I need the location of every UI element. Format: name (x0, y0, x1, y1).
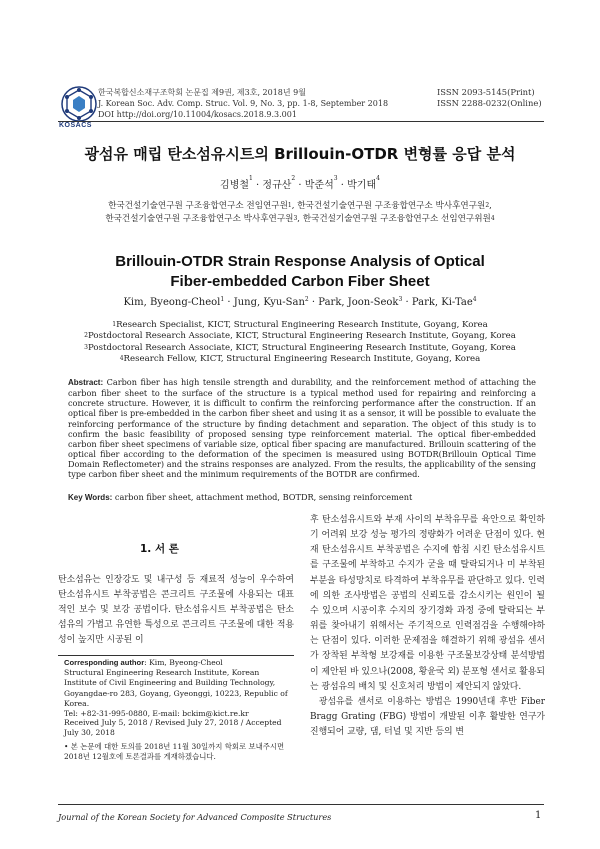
aff-en-2: Postdoctoral Research Associate, KICT, Structural Engineering Research Institute, Goyang, Korea (87, 331, 516, 342)
author-ko-4: 박기태 (347, 180, 377, 191)
section-heading-intro: 1. 서 론 (140, 543, 179, 555)
author-sep: · (252, 180, 263, 191)
author-sep: · (337, 180, 348, 191)
author-ko-3: 박준석 (304, 180, 334, 191)
title-en-line1: Brillouin-OTDR Strain Response Analysis of Optical (115, 253, 485, 270)
journal-name-en: J. Korean Soc. Adv. Comp. Struc. Vol. 9, No. 3, pp. 1-8, September 2018 (98, 99, 389, 108)
corr-label: Corresponding author (64, 658, 145, 667)
author-ko-2: 정규산 (262, 180, 292, 191)
abstract-text: Carbon fiber has high tensile strength and durability, and the reinforcement method of attaching the carbon fiber sheet to the surface of the structure is a typical method used for repairing and reinforcing a concrete structure. However, it is difficult to confirm the reinforcing performance after the construction. If an optical fiber is pre-embedded in the carbon fiber sheet and using it as a sensor, it will be possible to evaluate the reinforcing performance of the structure by finding detachment and separation. The object of this study is to confirm the basic feasibility of proposed sensing type reinforcement material. The optical fiber-embedded carbon fiber sheet specimens of variable size, optical fiber spacing are manufactured. Brillouin scattering of the optical fiber according to the deformation of the specimen is measured using BOTDR(Brillouin Optical Time Domain Reflectometer) and the strains responses are analyzed. From the results, the applicability of the sensing type carbon fiber sheet and the minimum requirements of the BOTDR are confirmed. (68, 377, 536, 480)
abstract-label: Abstract: (68, 378, 104, 387)
body-text-right (310, 513, 545, 740)
aff-ko-1: 한국건설기술연구원 구조융합연구소 전임연구원 (108, 201, 288, 211)
aff-ko-4: , 한국건설기술연구원 구조융합연구소 선임연구위원 (297, 214, 491, 224)
discussion-note: • 본 논문에 대한 토의를 2018년 11월 30일까지 학회로 보내주시면 2018년 12월호에 토론결과를 게재하겠습니다. (64, 742, 285, 761)
body-text-left: 탄소섬유는 인장강도 및 내구성 등 재료적 성능이 우수하여 탄소섬유시트 부착공법은 콘크리트 구조물에 사용되는 대표적인 보수 및 보강 공법이다. 탄소섬유시트 부착공법은 탄소섬유의 가볍고 유연한 특성으로 콘크리트 구조물에 대한 적용성이 높지만 시공된 이 (58, 575, 294, 646)
aff-en-1: Research Specialist, KICT, Structural Engineering Research Institute, Goyang, Korea (116, 320, 488, 330)
authors-korean (0, 176, 600, 191)
page-number: 1 (535, 810, 542, 821)
affiliations-korean: 한국건설기술연구원 구조융합연구소 전임연구원$^1$, 한국건설기술연구원 구조융합연구소 박사후연구원$^2$, 한국건설기술연구원 구조융합연구소 박사후연구원$^3$, 한국건설기술연구원 구조융합연구소 선임연구위원$^4$ (105, 201, 495, 224)
corr-name: : Kim, Byeong-Cheol (144, 658, 223, 667)
keywords-text: carbon fiber sheet, attachment method, BOTDR, sensing reinforcement (114, 492, 413, 502)
aff-ko-2: , 한국건설기술연구원 구조융합연구소 박사후연구원 (291, 201, 486, 211)
author-ko-1: 김병철 (220, 180, 250, 191)
authors-english: Kim, Byeong-Cheol$^1$ · Jung, Kyu-San$^2$ · Park, Joon-Seok$^3$ · Park, Ki-Tae$^4$ (123, 296, 477, 308)
issn-print: ISSN 2093-5145(Print) (437, 87, 535, 97)
logo-text: KOSACS (59, 122, 92, 129)
received-dates: Received July 5, 2018 / Revised July 27, 2018 / Accepted July 30, 2018 (64, 718, 282, 738)
keywords (68, 492, 538, 502)
aff-en-4: Research Fellow, KICT, Structural Engineering Research Institute, Goyang, Korea (123, 354, 481, 365)
author-ko-4-sup: 4 (376, 175, 380, 182)
author-sep: · (295, 180, 305, 191)
author-en-1: Kim, Byeong-Cheol (123, 297, 221, 308)
affiliations-english: $^1$Research Specialist, KICT, Structural Engineering Research Institute, Goyang, Korea $^2$Postdoctoral Research Associate, KICT, Structural Engineering Research Institute, Goyang, Korea $^3$Postdoctoral Research Associate, KICT, Structural Engineering Research Institute, Goyang, Korea $^4$Research Fellow, KICT, Structural Engineering Research Institute, Goyang, Korea (84, 320, 516, 365)
doi-link[interactable]: DOI http://doi.org/10.11004/kosacs.2018.9.3.001 (98, 110, 297, 119)
kosacs-logo-icon (58, 84, 100, 124)
body-paragraph-1: 후 탄소섬유시트와 부재 사이의 부착유무를 육안으로 확인하기 어려워 보강 성능 평가의 정량화가 어려운 단점이 있다. 현재 탄소섬유시트 부착공법은 수지에 함침 시킨 탄소섬유시트를 구조물에 부착하고 수지가 굳을 때 탈락되거나 미 부착된 부분을 타성망치로 타격하여 부착유무를 판단하고 있다. 인력에 의한 조사방법은 공법의 신뢰도를 감소시키는 원인이 될 수 있으며 시공이후 수지의 장기경화 과정 중에 탈락되는 부위를 찾아내기 위해서는 주기적으로 인력점검을 수행해야하는 단점이 있다. 이러한 문제점을 해결하기 위해 광섬유 센서가 장착된 부착형 보강재를 이용한 구조물보강상태 분석방법이 제안된 바 있으나(2008, 황윤국 외) 분포형 센서로 활용되는 광섬유의 배치 및 신호처리 방법이 제안되지 않았다. (310, 515, 545, 692)
footer-journal: Journal of the Korean Society for Advanced Composite Structures (58, 812, 332, 822)
title-english (0, 252, 600, 292)
issn-online: ISSN 2288-0232(Online) (437, 98, 542, 108)
author-en-2: Jung, Kyu-San (233, 297, 305, 308)
corresponding-author (64, 658, 294, 719)
author-ko-2-sup: 2 (291, 175, 296, 182)
corr-contact: Tel: +82-31-995-0880, E-mail: bckim@kict.re.kr (64, 709, 249, 719)
abstract (68, 377, 536, 480)
footer-rule (58, 804, 544, 805)
author-ko-1-sup: 1 (249, 175, 253, 182)
footnote-rule (58, 655, 294, 656)
aff-ko-3: 한국건설기술연구원 구조융합연구소 박사후연구원 (105, 214, 294, 224)
aff-en-3: Postdoctoral Research Associate, KICT, Structural Engineering Research Institute, Goyang, Korea (87, 342, 516, 353)
body-paragraph-2: 광섬유를 센서로 이용하는 방법은 1990년대 후반 Fiber Bragg Grating (FBG) 방법이 개발된 이후 활발한 연구가 진행되어 교량, 댐, 터널 및 지반 등의 변 (310, 696, 545, 738)
author-en-3: Park, Joon-Seok (318, 297, 399, 308)
keywords-label: Key Words: (68, 493, 113, 502)
author-en-4: Park, Ki-Tae (411, 297, 473, 308)
issn-block (437, 87, 542, 109)
title-en-line2: Fiber-embedded Carbon Fiber Sheet (170, 273, 430, 290)
journal-header (98, 87, 388, 120)
title-korean: 광섬유 매립 탄소섬유시트의 Brillouin-OTDR 변형률 응답 분석 (84, 145, 516, 163)
journal-name-ko: 한국복합신소재구조학회 논문집 제9권, 제3호, 2018년 9월 (98, 88, 306, 97)
header-rule (58, 121, 544, 122)
corr-address: Structural Engineering Research Institute, Korean Institute of Civil Engineering and Building Technology, Goyangdae-ro 283, Goyang, Gyeonggi, 10223, Republic of Korea. (64, 668, 288, 708)
author-ko-3-sup: 3 (333, 175, 338, 182)
